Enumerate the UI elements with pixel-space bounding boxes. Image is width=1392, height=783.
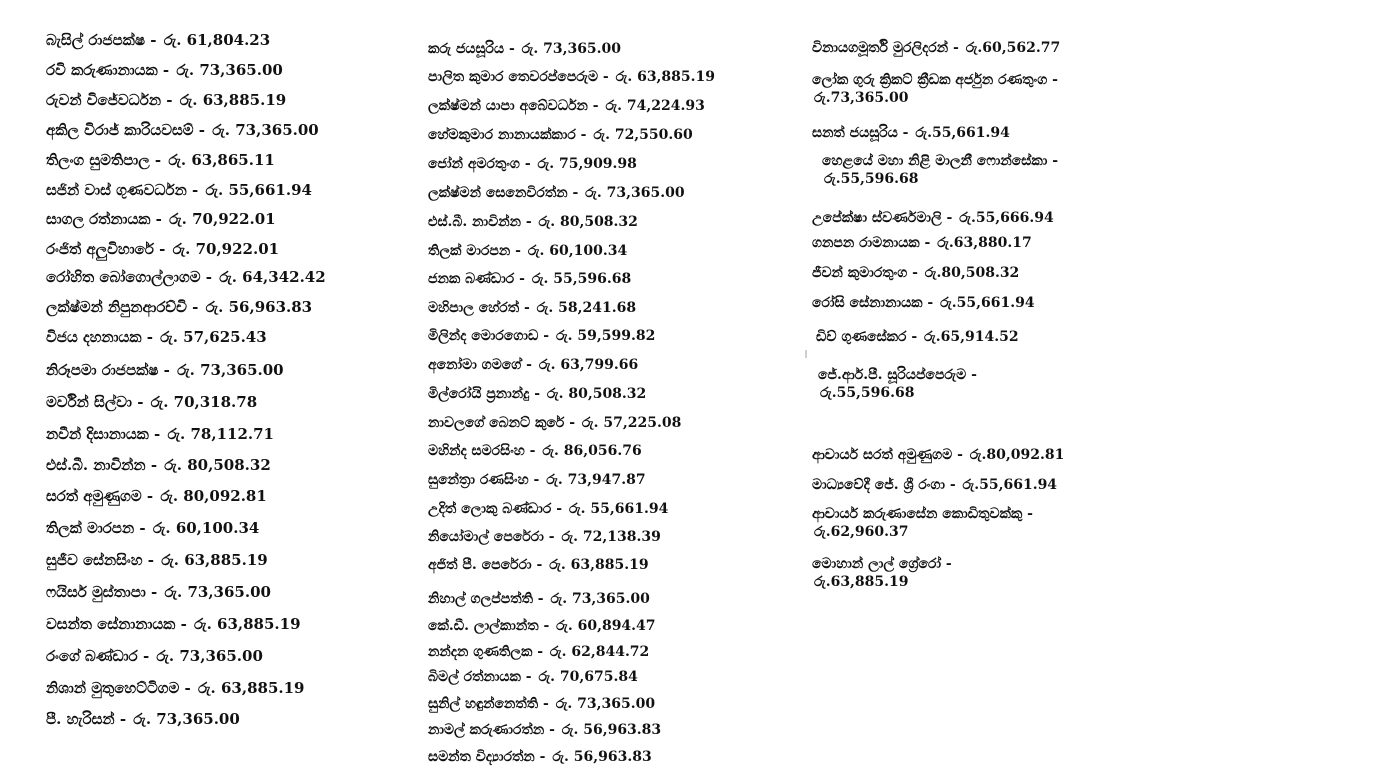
member-name: ලක්ෂ්මන් නිපුනආරච්චි — [46, 298, 187, 316]
member-name: රංගේ බණ්ඩාර — [46, 647, 138, 665]
separator-dash: - — [114, 710, 132, 728]
member-name: ජනක බණ්ඩාර — [428, 271, 515, 287]
list-item — [46, 519, 259, 538]
member-name: හේමකුමාර නානායක්කාර — [428, 127, 576, 143]
list-item — [46, 647, 263, 666]
salary-amount: රු. 75,909.98 — [537, 156, 637, 172]
salary-amount: රු. 63,865.11 — [168, 151, 275, 169]
list-item — [46, 91, 286, 110]
member-name: උපේක්ෂා ස්වර්ණමාලි — [812, 210, 942, 226]
separator-dash: - — [567, 185, 584, 201]
salary-amount: රු.60,562.77 — [965, 40, 1061, 56]
separator-dash: - — [532, 591, 549, 607]
member-name: එස්.බී. නාවින්න — [46, 456, 146, 474]
member-name: සජින් වාස් ගුණවර්ධන — [46, 181, 187, 199]
salary-amount: රු. 70,675.84 — [538, 669, 638, 685]
separator-dash: - — [532, 644, 548, 660]
member-name: පාලිත කුමාර තෙවරප්පෙරුම — [428, 69, 599, 85]
list-item — [428, 696, 655, 714]
salary-amount: රු. 60,894.47 — [556, 618, 656, 634]
salary-amount: රු. 57,225.08 — [581, 415, 682, 431]
salary-amount: රු. 63,885.19 — [161, 551, 268, 569]
member-name: බැසිල් රාජපක්ෂ — [46, 31, 146, 49]
salary-amount: රු. 73,365.00 — [177, 361, 284, 379]
member-name: විනායගමූර්ති මුරලිදරන් — [812, 40, 949, 56]
list-item — [428, 185, 685, 203]
salary-amount: රු. 63,885.19 — [194, 615, 301, 633]
member-name: ජීවන් කුමාරතුංග — [812, 265, 908, 281]
member-name: අජිත් පී. පෙරේරා — [428, 557, 532, 573]
list-item — [822, 153, 1058, 188]
salary-amount: රු. 70,922.01 — [172, 240, 280, 258]
separator-dash: - — [149, 151, 167, 169]
separator-dash: - — [524, 443, 541, 459]
list-item — [428, 357, 638, 375]
separator-dash: - — [519, 300, 535, 316]
separator-dash: - — [161, 91, 178, 109]
salary-amount: රු. 60,100.34 — [152, 519, 260, 537]
list-item — [428, 749, 652, 767]
salary-amount: රු. 57,625.43 — [160, 328, 267, 346]
member-name: එස්.බී. නාවින්න — [428, 214, 521, 230]
list-item — [46, 298, 312, 317]
member-name: මොහාන් ලාල් ග්‍රේරෝ — [812, 556, 942, 572]
salary-amount: රු. 80,508.32 — [538, 214, 638, 230]
list-item — [46, 551, 268, 570]
list-item — [812, 477, 1057, 495]
member-name: සමන්ත විද්‍යාරත්න — [428, 749, 535, 765]
salary-amount: රු. 56,963.83 — [561, 722, 662, 738]
separator-dash: - — [186, 298, 204, 316]
member-name: රෝහිත බෝගොල්ලාගම — [46, 268, 201, 286]
member-name: ආචාර්ය සරත් අමුණුගම — [812, 447, 953, 463]
list-item — [812, 447, 1064, 465]
separator-dash: - — [587, 98, 604, 114]
list-item — [428, 386, 646, 404]
separator-dash: - — [145, 583, 163, 601]
separator-dash: - — [944, 477, 961, 493]
salary-amount: රු. 73,365.00 — [156, 647, 263, 665]
separator-dash: - — [551, 501, 567, 517]
separator-dash: - — [1047, 72, 1058, 88]
salary-amount: රු.55,661.94 — [940, 295, 1035, 311]
salary-amount: රු.63,880.17 — [937, 235, 1032, 251]
salary-amount: රු. 56,963.83 — [552, 749, 652, 765]
list-item — [428, 127, 693, 145]
separator-dash: - — [158, 361, 176, 379]
salary-amount: රු. 78,112.71 — [167, 425, 274, 443]
member-name: මහින්ද සමරසිංහ — [428, 443, 525, 459]
list-item — [428, 69, 715, 87]
member-name: ඩිව් ගුණසේකර — [816, 329, 907, 345]
list-item — [428, 415, 681, 433]
member-name: නාමල් කරුණාරත්න — [428, 722, 545, 738]
salary-amount: රු.65,914.52 — [924, 329, 1019, 345]
list-item — [816, 329, 1019, 347]
list-item — [46, 181, 312, 200]
salary-amount: රු. 63,799.66 — [538, 357, 639, 373]
salary-amount: රු. 70,922.01 — [169, 210, 276, 228]
member-name: මහිපාල හේරත් — [428, 300, 520, 316]
list-item — [46, 710, 240, 729]
salary-amount: රු.55,661.94 — [915, 125, 1010, 141]
scan-mark — [805, 350, 807, 358]
salary-amount: රු. 61,804.23 — [163, 31, 271, 49]
member-name: සුනේත්‍රා රණසිංහ — [428, 472, 529, 488]
salary-amount: රු.62,960.37 — [814, 523, 909, 540]
salary-amount: රු. 73,365.00 — [555, 696, 656, 712]
salary-amount: රු.55,661.94 — [962, 477, 1058, 493]
list-item — [428, 214, 638, 232]
list-item — [46, 210, 276, 229]
separator-dash: - — [520, 669, 537, 685]
separator-dash: - — [1047, 153, 1059, 169]
member-name: හෙළයේ මහා නිළි මාලනී ෆොන්සේකා — [822, 153, 1048, 169]
separator-dash: - — [543, 529, 560, 545]
separator-dash: - — [145, 31, 162, 49]
list-item — [428, 529, 661, 547]
list-item — [428, 300, 636, 318]
salary-amount: රු. 80,508.32 — [546, 386, 647, 402]
list-item — [46, 151, 275, 170]
separator-dash: - — [519, 156, 536, 172]
salary-amount: රු. 55,661.94 — [205, 181, 312, 199]
separator-dash: - — [131, 393, 149, 411]
salary-amount: රු.55,666.94 — [959, 210, 1054, 226]
member-name: මිල්රෝයි ප්‍රනාන්දු — [428, 386, 530, 402]
list-item — [46, 583, 271, 602]
separator-dash: - — [520, 214, 537, 230]
list-item — [46, 240, 279, 259]
salary-amount: රු. 55,661.94 — [568, 501, 669, 517]
salary-amount: රු. 73,365.00 — [585, 185, 685, 201]
list-item — [812, 40, 1060, 58]
list-item — [812, 72, 1058, 107]
list-item — [46, 679, 304, 698]
member-name: ආචාර්ය කරුණාසේන කොඩිතුවක්කු — [812, 506, 1023, 522]
separator-dash: - — [150, 210, 168, 228]
list-item — [46, 393, 257, 412]
member-name: සුජීව සේනසිංහ — [46, 551, 143, 569]
salary-amount: රු. 56,963.83 — [205, 298, 313, 316]
member-name: නියෝමාල් පෙරේරා — [428, 529, 544, 545]
list-item — [46, 61, 283, 80]
salary-amount: රු. 64,342.42 — [219, 268, 326, 286]
list-item — [46, 31, 270, 50]
list-item — [812, 295, 1035, 313]
member-name: නාවලගේ බෙනට් කුරේ — [428, 415, 565, 431]
member-name: සුනිල් හඳුන්නෙත්ති — [428, 696, 539, 712]
separator-dash: - — [538, 618, 555, 634]
separator-dash: - — [157, 61, 175, 79]
list-item — [818, 367, 977, 402]
member-name: අනෝමා ගමගේ — [428, 357, 522, 373]
salary-amount: රු. 70,318.78 — [150, 393, 258, 411]
list-item — [812, 125, 1010, 143]
separator-dash: - — [142, 551, 160, 569]
separator-dash: - — [564, 415, 580, 431]
separator-dash: - — [919, 235, 936, 251]
salary-amount: රු. 86,056.76 — [542, 443, 642, 459]
list-item — [428, 618, 656, 636]
separator-dash: - — [1022, 506, 1033, 522]
salary-amount: රු. 59,599.82 — [555, 328, 656, 344]
member-name: මාධ්‍යවේදී ජේ. ශ්‍රී රංගා — [812, 477, 945, 493]
member-name: ලක්ෂ්මන් සෙනෙවිරත්න — [428, 185, 568, 201]
member-name: ෆයිසර් මුස්තාපා — [46, 583, 146, 601]
separator-dash: - — [534, 749, 551, 765]
separator-dash: - — [538, 328, 554, 344]
separator-dash: - — [598, 69, 614, 85]
salary-amount: රු. 73,365.00 — [133, 710, 240, 728]
separator-dash: - — [941, 556, 952, 572]
separator-dash: - — [186, 181, 204, 199]
separator-dash: - — [521, 357, 537, 373]
list-item — [46, 268, 326, 287]
member-name: ගනපන රාමනායක — [812, 235, 920, 251]
member-name: ජේ.ආර්.පී. සූරියප්පෙරුම — [818, 367, 967, 383]
salary-amount: රු. 58,241.68 — [536, 300, 637, 316]
salary-amount: රු.80,508.32 — [924, 265, 1020, 281]
list-item — [428, 722, 661, 740]
list-item — [428, 557, 649, 575]
list-item — [812, 506, 1033, 541]
member-name: නවීන් දිසානායක — [46, 425, 149, 443]
salary-amount: රු.55,596.68 — [824, 170, 919, 187]
list-item — [428, 443, 642, 461]
list-item — [428, 271, 631, 289]
separator-dash: - — [544, 722, 560, 738]
member-name: තිලංග සුමතිපාල — [46, 151, 150, 169]
separator-dash: - — [922, 295, 939, 311]
member-name: පී. හැරිසන් — [46, 710, 115, 728]
separator-dash: - — [141, 328, 159, 346]
salary-amount: රු. 73,947.87 — [546, 472, 646, 488]
salary-amount: රු. 73,365.00 — [521, 41, 622, 57]
separator-dash: - — [510, 243, 526, 259]
separator-dash: - — [141, 487, 159, 505]
member-name: සාගල රත්නායක — [46, 210, 151, 228]
member-name: නිරූපමා රාජපක්ෂ — [46, 361, 159, 379]
salary-amount: රු.63,885.19 — [814, 573, 909, 590]
separator-dash: - — [134, 519, 151, 537]
member-name: මිලින්ද මොරගොඩ — [428, 328, 539, 344]
list-item — [812, 235, 1032, 253]
separator-dash: - — [137, 647, 155, 665]
member-name: සරත් අමුණුගම — [46, 487, 142, 505]
salary-amount: රු.73,365.00 — [814, 89, 909, 106]
member-name: බිමල් රත්නායක — [428, 669, 521, 685]
member-name: රංජිත් අලුවිහාරේ — [46, 240, 154, 258]
separator-dash: - — [575, 127, 592, 143]
member-name: රෝසි සේනානායක — [812, 295, 923, 311]
member-name: කරු ජයසූරිය — [428, 41, 505, 57]
salary-amount: රු.55,596.68 — [820, 384, 915, 401]
separator-dash: - — [897, 125, 914, 141]
salary-amount: රු. 60,100.34 — [527, 243, 628, 259]
member-name: රවි කරුණානායක — [46, 61, 158, 79]
separator-dash: - — [175, 615, 193, 633]
list-item — [46, 456, 271, 475]
separator-dash: - — [907, 265, 923, 281]
member-name: තිලක් මාරපන — [46, 519, 135, 537]
separator-dash: - — [153, 240, 171, 258]
list-item — [46, 328, 267, 347]
list-item — [812, 556, 952, 591]
separator-dash: - — [941, 210, 958, 226]
separator-dash: - — [179, 679, 196, 697]
member-name: මර්වින් සිල්වා — [46, 393, 132, 411]
salary-amount: රු. 72,138.39 — [561, 529, 661, 545]
list-item — [428, 156, 637, 174]
member-name: නිහාල් ගලප්පත්ති — [428, 591, 533, 607]
list-item — [46, 425, 274, 444]
member-name: රුවන් විජේවර්ධන — [46, 91, 162, 109]
separator-dash: - — [906, 329, 923, 345]
list-item — [428, 41, 621, 59]
list-item — [46, 615, 301, 634]
separator-dash: - — [200, 268, 218, 286]
salary-amount: රු. 62,844.72 — [549, 644, 650, 660]
separator-dash: - — [538, 696, 554, 712]
salary-amount: රු. 73,365.00 — [164, 583, 271, 601]
member-name: ජෝන් අමරතුංග — [428, 156, 520, 172]
member-name: නන්දන ගුණතිලක — [428, 644, 533, 660]
salary-amount: රු. 72,550.60 — [593, 127, 693, 143]
list-item — [46, 121, 319, 140]
salary-amount: රු.80,092.81 — [969, 447, 1065, 463]
list-item — [812, 210, 1054, 228]
salary-amount: රු. 63,885.19 — [615, 69, 716, 85]
salary-amount: රු. 80,508.32 — [164, 456, 271, 474]
salary-amount: රු. 73,365.00 — [550, 591, 650, 607]
separator-dash: - — [504, 41, 520, 57]
salary-amount: රු. 63,885.19 — [179, 91, 287, 109]
separator-dash: - — [148, 425, 166, 443]
separator-dash: - — [528, 472, 545, 488]
list-item — [428, 644, 649, 662]
separator-dash: - — [514, 271, 530, 287]
salary-amount: රු. 74,224.93 — [605, 98, 705, 114]
list-item — [428, 669, 638, 687]
list-item — [428, 472, 646, 490]
separator-dash: - — [966, 367, 977, 383]
salary-amount: රු. 73,365.00 — [176, 61, 283, 79]
separator-dash: - — [952, 447, 968, 463]
member-name: විජය දහනායක — [46, 328, 142, 346]
separator-dash: - — [948, 40, 964, 56]
salary-amount: රු. 63,885.19 — [549, 557, 649, 573]
list-item — [428, 328, 655, 346]
member-name: නිශාන් මුතුහෙට්ටිගම — [46, 679, 180, 697]
salary-amount: රු. 55,596.68 — [531, 271, 632, 287]
separator-dash: - — [145, 456, 163, 474]
separator-dash: - — [531, 557, 548, 573]
member-name: උදිත් ලොකු බණ්ඩාර — [428, 501, 552, 517]
list-item — [428, 98, 705, 116]
list-item — [812, 265, 1019, 283]
separator-dash: - — [529, 386, 545, 402]
list-item — [428, 591, 650, 609]
list-item — [46, 361, 284, 380]
member-name: අකිල විරාජ් කාරියවසම් — [46, 121, 194, 139]
list-item — [428, 243, 627, 261]
member-name: ලෝක ගුරු ක්‍රිකට් ක්‍රීඩක අර්ජුන රණතුංග — [812, 72, 1048, 88]
separator-dash: - — [193, 121, 211, 139]
salary-amount: රු. 80,092.81 — [160, 487, 267, 505]
member-name: සනත් ජයසූරිය — [812, 125, 898, 141]
member-name: වසන්ත සේනානායක — [46, 615, 176, 633]
member-name: කේ.ඩී. ලාල්කාන්ත — [428, 618, 539, 634]
member-name: තිලක් මාරපන — [428, 243, 511, 259]
salary-amount: රු. 73,365.00 — [212, 121, 319, 139]
list-item — [46, 487, 267, 506]
member-name: ලක්ෂ්මන් යාපා අබේවර්ධන — [428, 98, 588, 114]
list-item — [428, 501, 668, 519]
salary-amount: රු. 63,885.19 — [197, 679, 305, 697]
